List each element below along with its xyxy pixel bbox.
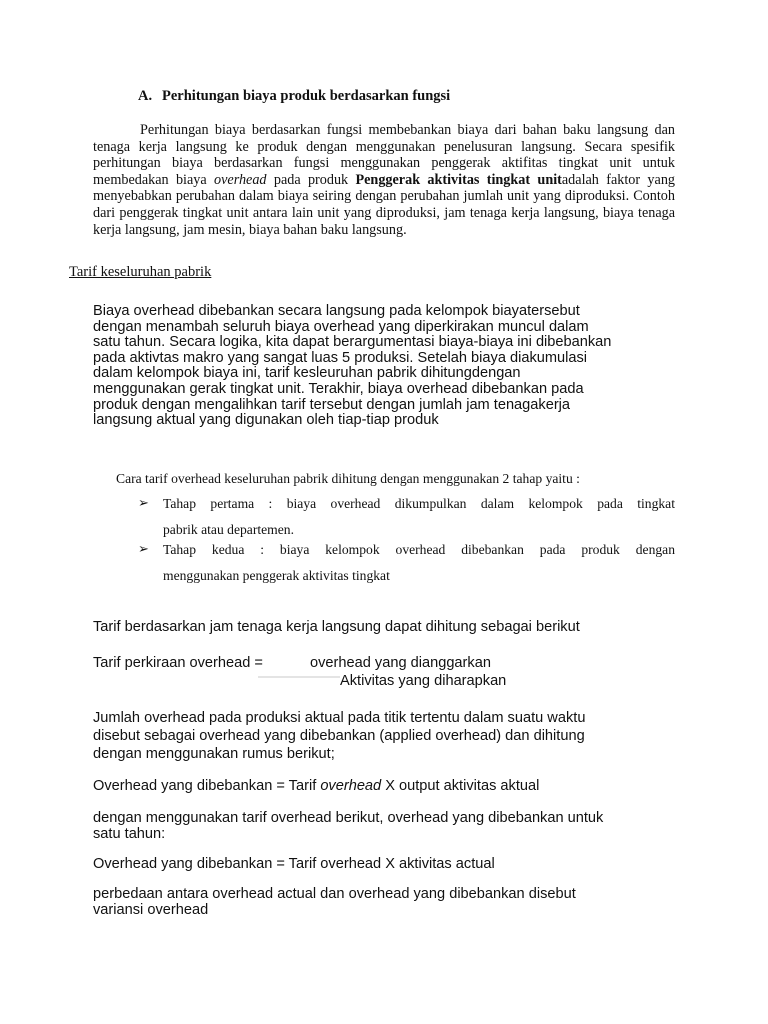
formula-applied-overhead xyxy=(93,778,539,794)
plantwide-rate-title: Tarif keseluruhan pabrik xyxy=(69,264,212,280)
list-item-line: Tahap pertama : biaya overhead dikumpulkan dalam kelompok pada tingkat xyxy=(163,496,675,511)
paragraph-line: menggunakan gerak tingkat unit. Terakhir, biaya overhead dibebankan pada xyxy=(93,380,584,397)
paragraph-line: variansi overhead xyxy=(93,902,209,918)
formula-denominator: Aktivitas yang diharapkan xyxy=(340,673,507,689)
paragraph-plantwide-rate xyxy=(93,304,673,429)
paragraph-line: Biaya overhead dibebankan secara langsung pada kelompok biayatersebut xyxy=(93,303,580,319)
list-item xyxy=(138,494,675,540)
arrow-bullet-icon: ➢ xyxy=(138,541,149,556)
paragraph-text: pada produk xyxy=(266,171,356,188)
paragraph-line: dengan menambah seluruh biaya overhead yang diperkirakan muncul dalam xyxy=(93,318,589,335)
formula-text: Overhead yang dibebankan = Tarif xyxy=(93,778,321,794)
paragraph-line: perbedaan antara overhead actual dan overhead yang dibebankan disebut xyxy=(93,886,576,902)
list-item-line: Tahap kedua : biaya kelompok overhead dibebankan pada produk dengan xyxy=(163,542,675,557)
heading-title: Perhitungan biaya produk berdasarkan fungsi xyxy=(162,88,451,104)
paragraph-applied-overhead xyxy=(93,709,673,763)
formula-numerator: overhead yang dianggarkan xyxy=(310,655,491,671)
bold-term: Penggerak aktivitas tingkat unit xyxy=(355,171,562,188)
paragraph-line: satu tahun. Secara logika, kita dapat berargumentasi biaya-biaya ini dibebankan xyxy=(93,334,612,351)
list-item-line: menggunakan penggerak aktivitas tingkat xyxy=(163,568,390,583)
paragraph-overhead-variance xyxy=(93,886,673,918)
paragraph-text: adalah xyxy=(561,171,599,188)
paragraph-line: pada aktivtas makro yang sangat luas 5 produksi. Setelah biaya diakumulasi xyxy=(93,349,588,366)
fraction-line xyxy=(258,676,340,678)
paragraph-line: Perhitungan biaya berdasarkan fungsi membebankan biaya dari bahan baku langsung xyxy=(140,122,649,138)
arrow-bullet-icon: ➢ xyxy=(138,495,149,510)
list-item-line: pabrik atau departemen. xyxy=(163,522,294,537)
paragraph-line: dan tenaga kerja langsung ke produk dengan menggunakan penelusuran langsung. Secara xyxy=(93,122,676,155)
paragraph-line: spesifik perhitungan biaya berdasarkan fungsi menggunakan penggerak aktifitas tingkat unit xyxy=(93,138,676,172)
paragraph-line: dalam kelompok biaya ini, tarif kesleuruhan pabrik dihitungdengan xyxy=(93,365,521,382)
paragraph-line: dengan menggunakan rumus berikut; xyxy=(93,746,335,762)
paragraph-line: produk dengan mengalihkan tarif tersebut dengan jumlah jam tenagakerja xyxy=(93,396,571,413)
steps-list xyxy=(138,494,675,586)
section-heading xyxy=(138,88,450,105)
paragraph-line: kerja langsung, biaya tenaga kerja langsung, jam mesin, biaya bahan baku langsung. xyxy=(93,204,676,238)
formula-actual-activity: Overhead yang dibebankan = Tarif overhead X aktivitas actual xyxy=(93,856,495,872)
paragraph-functional-costing xyxy=(93,122,675,238)
formula-lhs: Tarif perkiraan overhead = xyxy=(93,655,263,671)
paragraph-yearly-overhead xyxy=(93,810,673,842)
list-item xyxy=(138,540,675,586)
emphasis-overhead: overhead xyxy=(320,778,382,794)
paragraph-text: untuk membedakan biaya xyxy=(93,155,675,188)
formula-intro: Tarif berdasarkan jam tenaga kerja langsung dapat dihitung sebagai berikut xyxy=(93,619,580,635)
steps-intro: Cara tarif overhead keseluruhan pabrik dihitung dengan menggunakan 2 tahap yaitu : xyxy=(116,471,580,486)
paragraph-line: faktor yang menyebabkan perubahan dalam biaya seiring dengan perubahan jumlah unit yang xyxy=(93,171,676,205)
paragraph-line: langsung aktual yang digunakan oleh tiap-tiap produk xyxy=(93,412,439,429)
paragraph-line: diproduksi. Contoh dari penggerak tingkat unit antara lain unit yang diproduksi, jam tenaga xyxy=(93,188,675,221)
paragraph-line: satu tahun: xyxy=(93,826,166,842)
emphasis-overhead: overhead xyxy=(214,171,267,188)
heading-number: A. xyxy=(138,88,153,104)
paragraph-line: dengan menggunakan tarif overhead berikut, overhead yang dibebankan untuk xyxy=(93,810,604,826)
formula-text: X output aktivitas aktual xyxy=(381,778,540,794)
paragraph-line: disebut sebagai overhead yang dibebankan (applied overhead) dan dihitung xyxy=(93,728,585,744)
paragraph-line: Jumlah overhead pada produksi aktual pada titik tertentu dalam suatu waktu xyxy=(93,710,586,726)
